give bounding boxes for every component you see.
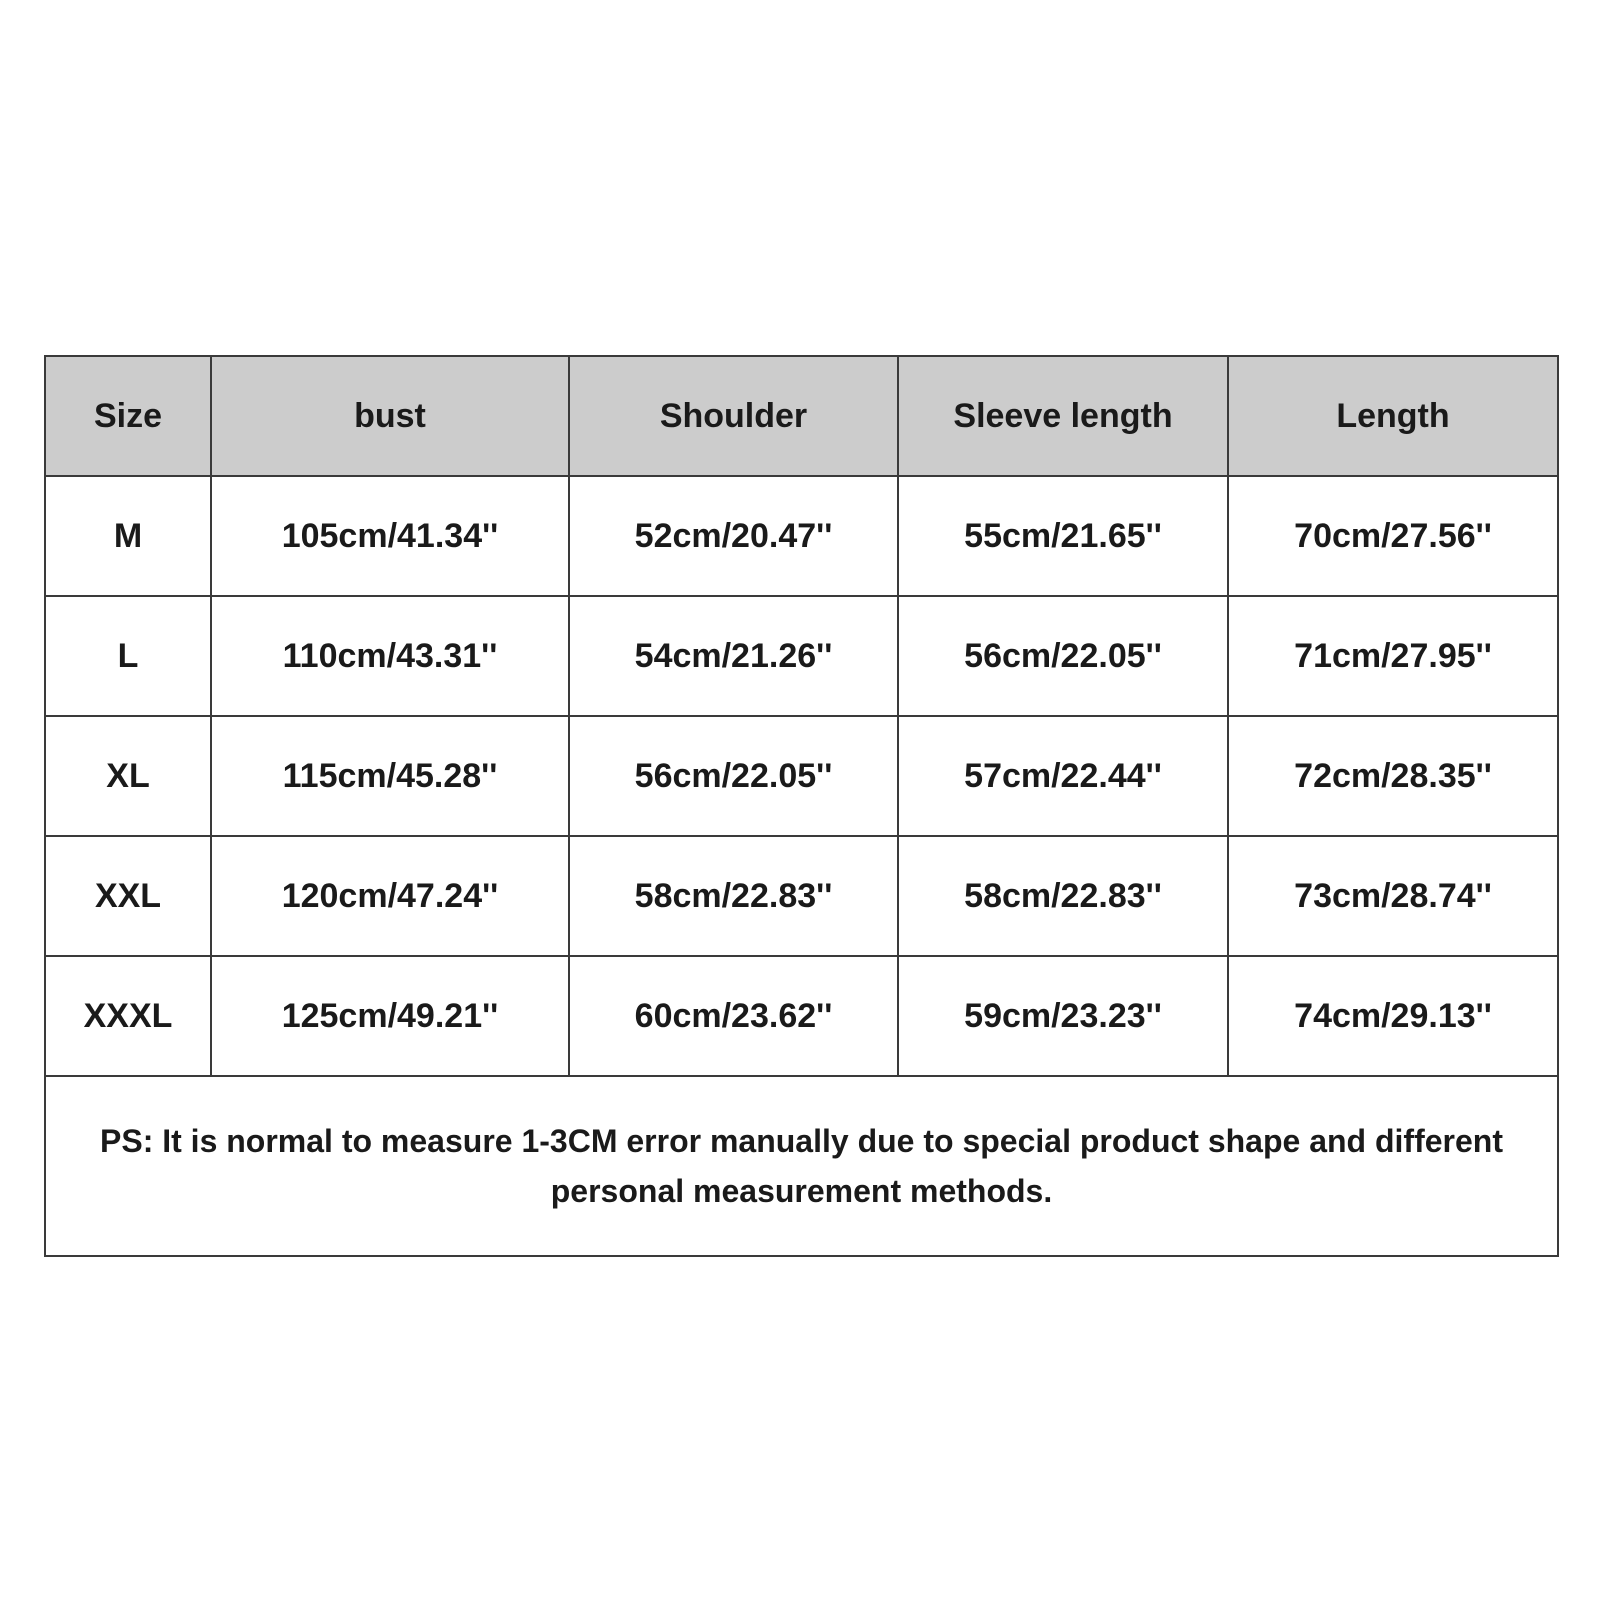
cell-bust: 125cm/49.21'' [211, 956, 569, 1076]
size-chart-table [44, 355, 1559, 1257]
table-row [45, 956, 1558, 1076]
cell-length: 72cm/28.35'' [1228, 716, 1558, 836]
cell-size: XXL [45, 836, 211, 956]
cell-length: 73cm/28.74'' [1228, 836, 1558, 956]
cell-shoulder: 54cm/21.26'' [569, 596, 898, 716]
note-row [45, 1076, 1558, 1256]
table-row [45, 716, 1558, 836]
measurement-note: PS: It is normal to measure 1-3CM error manually due to special product shape and different personal measurement methods. [45, 1076, 1558, 1256]
cell-shoulder: 52cm/20.47'' [569, 476, 898, 596]
cell-sleeve-length: 55cm/21.65'' [898, 476, 1228, 596]
cell-bust: 110cm/43.31'' [211, 596, 569, 716]
header-row [45, 356, 1558, 476]
header-sleeve-length: Sleeve length [898, 356, 1228, 476]
cell-length: 70cm/27.56'' [1228, 476, 1558, 596]
cell-bust: 105cm/41.34'' [211, 476, 569, 596]
cell-size: XL [45, 716, 211, 836]
cell-sleeve-length: 58cm/22.83'' [898, 836, 1228, 956]
cell-bust: 120cm/47.24'' [211, 836, 569, 956]
header-bust: bust [211, 356, 569, 476]
cell-sleeve-length: 57cm/22.44'' [898, 716, 1228, 836]
cell-size: L [45, 596, 211, 716]
cell-size: XXXL [45, 956, 211, 1076]
cell-sleeve-length: 56cm/22.05'' [898, 596, 1228, 716]
cell-shoulder: 56cm/22.05'' [569, 716, 898, 836]
table-row [45, 836, 1558, 956]
cell-shoulder: 60cm/23.62'' [569, 956, 898, 1076]
table-row [45, 596, 1558, 716]
table-row [45, 476, 1558, 596]
header-size: Size [45, 356, 211, 476]
header-shoulder: Shoulder [569, 356, 898, 476]
cell-size: M [45, 476, 211, 596]
header-length: Length [1228, 356, 1558, 476]
cell-sleeve-length: 59cm/23.23'' [898, 956, 1228, 1076]
cell-shoulder: 58cm/22.83'' [569, 836, 898, 956]
cell-length: 71cm/27.95'' [1228, 596, 1558, 716]
cell-length: 74cm/29.13'' [1228, 956, 1558, 1076]
cell-bust: 115cm/45.28'' [211, 716, 569, 836]
